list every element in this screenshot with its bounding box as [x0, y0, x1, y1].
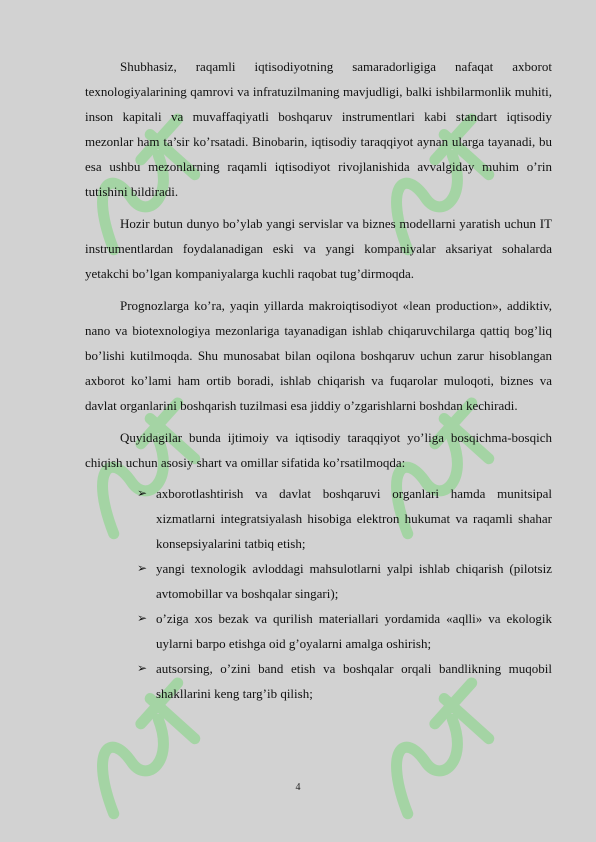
paragraph: Hozir butun dunyo bo’ylab yangi servislar va biznes modellarni yaratish uchun IT instrumentlardan foydalanadigan eski va yangi kompaniyalar aksariyat sohalarda yetakchi bo’lgan kompaniyalarga kuchli raqobat tug’dirmoqda. [85, 216, 552, 281]
paragraph: Shubhasiz, raqamli iqtisodiyotning samaradorligiga nafaqat axborot texnologiyalarining qamrovi va infratuzilmaning mavjudligi, balki ishbilarmonlik muhiti, inson kapitali va muvaffaqiyatli boshqaruv instrumentlari kabi standart iqtisodiy mezonlar ham ta’sir ko’rsatadi. Binobarin, iqtisodiy taraqqiyot aynan ularga tayanadi, bu esa ushbu mezonlarning raqamli iqtisodiyot rivojlanishida avvalgiday muhim o’rin tutishini bildiradi. [85, 59, 552, 199]
arrow-bullet-icon: ➢ [137, 611, 148, 625]
body-text [85, 54, 552, 706]
bullet-list [85, 481, 552, 706]
arrow-bullet-icon: ➢ [137, 486, 148, 500]
list-item-text: o’ziga xos bezak va qurilish materiallari yordamida «aqlli» va ekologik uylarni barpo etishga oid g’oyalarni amalga oshirish; [156, 611, 552, 651]
list-item-text: axborotlashtirish va davlat boshqaruvi organlari hamda munitsipal xizmatlarni integratsiyalash hisobiga elektron hukumat va raqamli shahar konsepsiyalarini tatbiq etish; [156, 486, 552, 551]
arrow-bullet-icon: ➢ [137, 561, 148, 575]
list-item-text: autsorsing, o’zini band etish va boshqalar orqali bandlikning muqobil shakllarini keng targ’ib qilish; [156, 661, 552, 701]
paragraph: Quyidagilar bunda ijtimoiy va iqtisodiy taraqqiyot yo’liga bosqichma-bosqich chiqish uchun asosiy shart va omillar sifatida ko’rsatilmoqda: [85, 430, 552, 470]
list-item [137, 606, 552, 656]
list-item-text: yangi texnologik avloddagi mahsulotlarni yalpi ishlab chiqarish (pilotsiz avtomobillar va boshqalar singari); [156, 561, 552, 601]
list-item [137, 481, 552, 556]
paragraph: Prognozlarga ko’ra, yaqin yillarda makroiqtisodiyot «lean production», addiktiv, nano va biotexnologiya mezonlariga tayanadigan ishlab chiqaruvchilarga qattiq bog’liq bo’lishi kutilmoqda. Shu munosabat bilan oqilona boshqaruv uchun zarur hisoblangan axborot ko’lami ham ortib boradi, ishlab chiqarish va fuqarolar muloqoti, biznes va davlat organlarini boshqarish tuzilmasi esa jiddiy o’zgarishlarni boshdan kechiradi. [85, 298, 552, 413]
arrow-bullet-icon: ➢ [137, 661, 148, 675]
list-item [137, 656, 552, 706]
list-item [137, 556, 552, 606]
page-number: 4 [295, 782, 301, 793]
